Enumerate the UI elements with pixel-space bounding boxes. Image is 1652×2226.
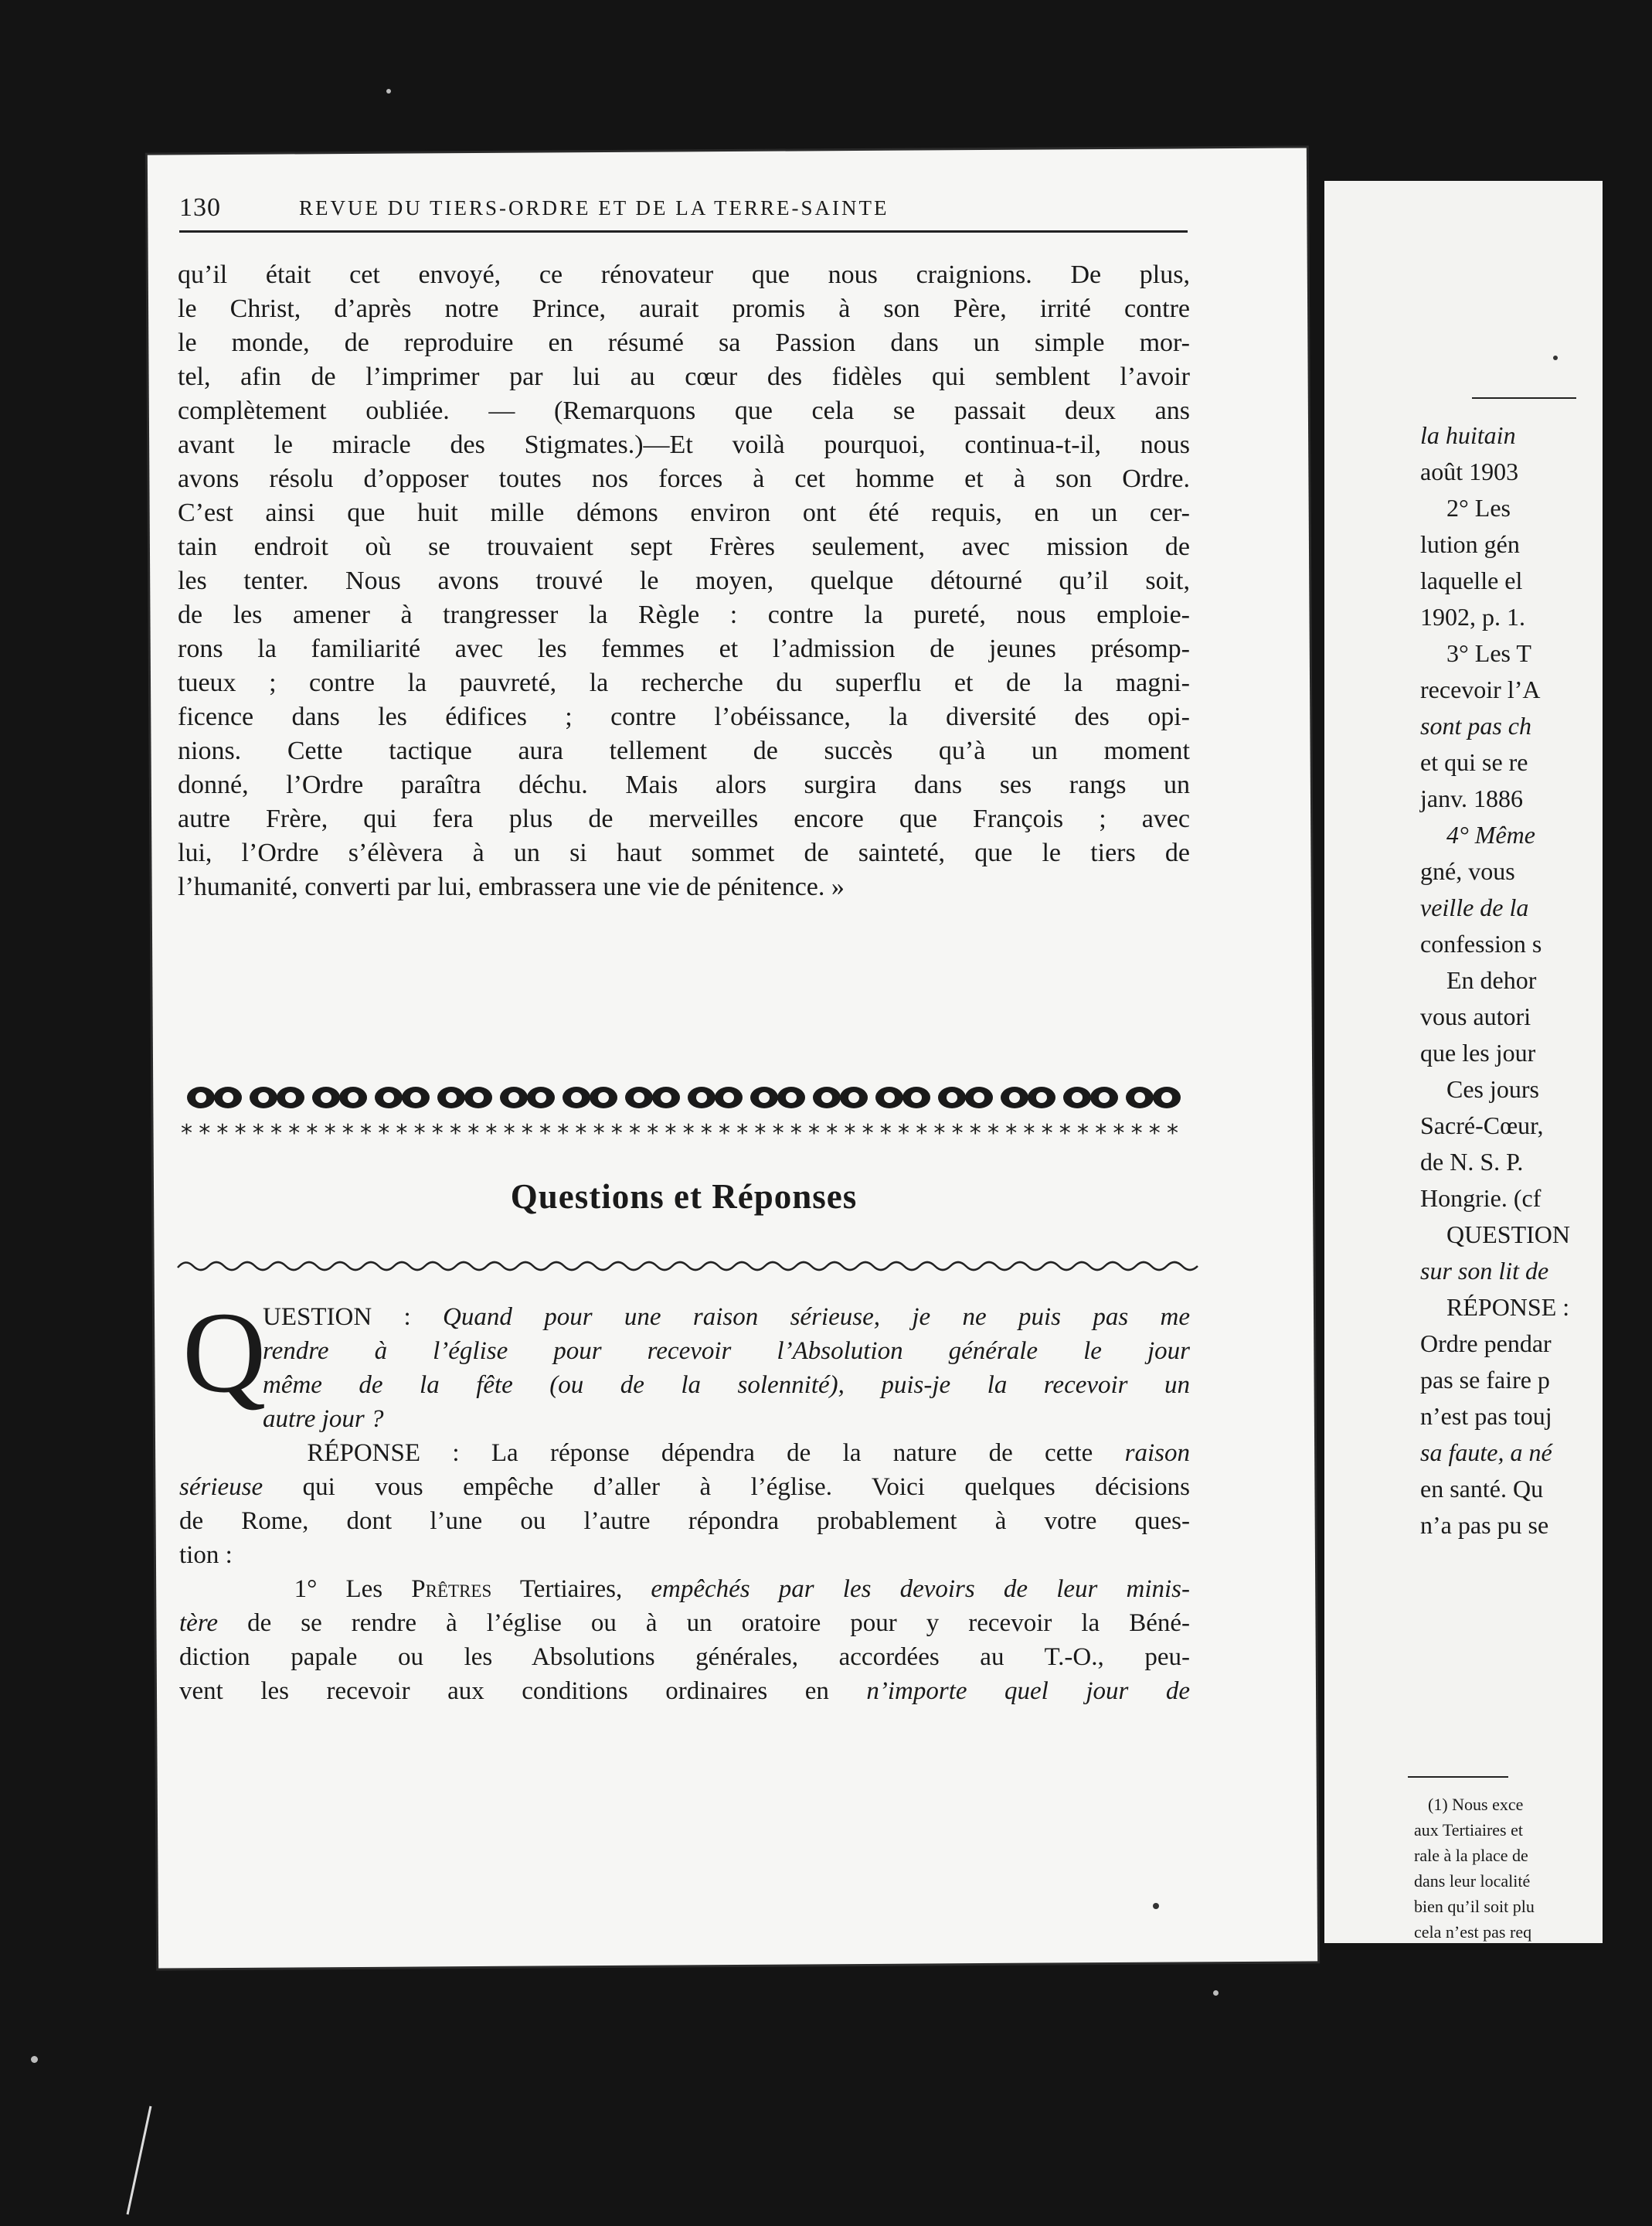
footnote-line: aux Tertiaires et <box>1414 1820 1523 1840</box>
ornament-motif <box>500 1087 555 1108</box>
right-page-line: et qui se re <box>1420 748 1528 776</box>
star-glyph: * <box>629 1120 641 1147</box>
answer-line: 1° Les Prêtres Tertiaires, empêchés par les devoirs de leur minis- <box>294 1575 1191 1603</box>
star-glyph: * <box>1059 1120 1071 1147</box>
right-page-line: 2° Les <box>1446 494 1511 522</box>
right-page-line: Sacré-Cœur, <box>1420 1111 1544 1139</box>
answer-line: vent les recevoir aux conditions ordinaires en n’importe quel jour de <box>179 1677 1190 1705</box>
ornament-motif <box>1126 1087 1181 1108</box>
running-title: REVUE DU TIERS-ORDRE ET DE LA TERRE-SAINTE <box>299 196 889 220</box>
paragraph-line: le Christ, d’après notre Prince, aurait promis à son Père, irrité contre <box>178 294 1190 323</box>
star-glyph: * <box>306 1120 318 1147</box>
star-glyph: * <box>216 1120 229 1147</box>
right-page-line: 4° Même <box>1446 821 1535 849</box>
star-glyph: * <box>700 1120 712 1147</box>
right-page-line: vous autori <box>1420 1002 1531 1030</box>
ornament-motif <box>1001 1087 1055 1108</box>
star-glyph: * <box>1148 1120 1161 1147</box>
star-glyph: * <box>826 1120 838 1147</box>
right-page-line: Ordre pendar <box>1420 1329 1552 1357</box>
paragraph-line: ficence dans les édifices ; contre l’obéissance, la diversité des opi- <box>178 703 1190 731</box>
star-glyph: * <box>754 1120 767 1147</box>
star-glyph: * <box>521 1120 533 1147</box>
star-glyph: * <box>898 1120 909 1147</box>
section-title: Questions et Réponses <box>510 1177 858 1216</box>
ornament-motif <box>250 1087 304 1108</box>
right-page-line: lution gén <box>1420 530 1520 558</box>
star-glyph: * <box>324 1120 336 1147</box>
star-glyph: * <box>539 1120 551 1147</box>
ornament-motif <box>312 1087 367 1108</box>
question-label: UESTION : <box>263 1303 411 1331</box>
ornament-motif <box>688 1087 743 1108</box>
right-page-line: n’a pas pu se <box>1420 1511 1549 1539</box>
star-glyph: * <box>396 1120 408 1147</box>
right-page-line: pas se faire p <box>1420 1366 1550 1394</box>
paragraph-line: avant le miracle des Stigmates.)—Et voilà pourquoi, continua-t-il, nous <box>178 431 1190 459</box>
star-glyph: * <box>844 1120 856 1147</box>
star-glyph: * <box>503 1120 515 1147</box>
star-glyph: * <box>557 1120 569 1147</box>
paragraph-line: tueux ; contre la pauvreté, la recherche du superflu et de la magni- <box>178 669 1190 697</box>
star-glyph: * <box>431 1120 444 1147</box>
page-number: 130 <box>179 193 221 222</box>
star-glyph: * <box>199 1120 211 1147</box>
body-paragraph <box>178 258 1190 904</box>
question-line: autre jour ? <box>263 1405 384 1433</box>
star-glyph: * <box>593 1120 605 1147</box>
star-glyph: * <box>1095 1120 1107 1147</box>
star-glyph: * <box>879 1120 892 1147</box>
star-glyph: * <box>1077 1120 1089 1147</box>
star-glyph: * <box>933 1120 946 1147</box>
star-glyph: * <box>647 1120 659 1147</box>
ornament-motif <box>375 1087 430 1108</box>
star-glyph: * <box>450 1120 461 1147</box>
star-glyph: * <box>234 1120 246 1147</box>
right-page-line: RÉPONSE : <box>1446 1293 1570 1321</box>
right-page-line: janv. 1886 <box>1420 785 1524 812</box>
right-page-line: En dehor <box>1446 966 1537 994</box>
svg-text:Q: Q <box>182 1288 267 1417</box>
ornament-motif <box>938 1087 993 1108</box>
star-glyph: * <box>360 1120 372 1147</box>
footnote-line: (1) Nous exce <box>1428 1795 1524 1814</box>
paragraph-line: lui, l’Ordre s’élèvera à un si haut sommet de sainteté, que le tiers de <box>178 839 1190 867</box>
right-page-line: Ces jours <box>1446 1075 1539 1103</box>
right-page-line: sont pas ch <box>1420 712 1531 740</box>
running-header <box>179 193 1188 247</box>
right-page-line: 3° Les T <box>1446 639 1531 667</box>
paragraph-line: autre Frère, qui fera plus de merveilles encore que François ; avec <box>178 805 1190 833</box>
star-glyph: * <box>252 1120 264 1147</box>
right-page-line: veille de la <box>1420 893 1529 921</box>
right-page-line: confession s <box>1420 930 1542 958</box>
star-glyph: * <box>1005 1120 1018 1147</box>
question-line: rendre à l’église pour recevoir l’Absolution générale le jour <box>263 1337 1190 1365</box>
star-glyph: * <box>1130 1120 1143 1147</box>
right-page-line: recevoir l’A <box>1420 676 1541 703</box>
ink-dot <box>1153 1903 1159 1909</box>
star-glyph: * <box>862 1120 874 1147</box>
header-rule <box>179 230 1188 233</box>
star-glyph: * <box>413 1120 426 1147</box>
answer-label: RÉPONSE : <box>307 1439 460 1467</box>
star-glyph: * <box>1041 1120 1053 1147</box>
right-page-line: sa faute, a né <box>1420 1438 1552 1466</box>
star-glyph: * <box>610 1120 623 1147</box>
star-glyph: * <box>790 1120 802 1147</box>
star-glyph: * <box>987 1120 999 1147</box>
right-page-line: 1902, p. 1. <box>1420 603 1525 631</box>
star-glyph: * <box>1023 1120 1035 1147</box>
star-glyph: * <box>969 1120 981 1147</box>
ornament-motif <box>875 1087 930 1108</box>
star-glyph: * <box>575 1120 587 1147</box>
star-glyph: * <box>951 1120 964 1147</box>
question-answer-block <box>179 1300 1190 1708</box>
star-glyph: * <box>288 1120 301 1147</box>
right-page-footnotes <box>1414 1792 1615 1945</box>
footnote-line: cela n’est pas req <box>1414 1922 1532 1942</box>
paragraph-line: rons la familiarité avec les femmes et l’admission de jeunes présomp- <box>178 635 1190 663</box>
right-header-rule <box>1472 397 1576 399</box>
answer-line: sérieuse qui vous empêche d’aller à l’église. Voici quelques décisions <box>179 1473 1190 1501</box>
answer-line: diction papale ou les Absolutions générales, accordées au T.-O., peu- <box>179 1643 1190 1671</box>
right-page-line: en santé. Qu <box>1420 1475 1544 1503</box>
right-page-text <box>1420 417 1652 1544</box>
paragraph-line: le monde, de reproduire en résumé sa Passion dans un simple mor- <box>178 328 1190 357</box>
wavy-rule <box>178 1254 1190 1277</box>
star-glyph: * <box>916 1120 928 1147</box>
dust-speck <box>1213 1990 1219 1996</box>
right-page-line: que les jour <box>1420 1039 1536 1067</box>
footnote-line: dans leur localité <box>1414 1871 1531 1891</box>
footnote-rule <box>1408 1776 1508 1778</box>
star-glyph: * <box>467 1120 480 1147</box>
paragraph-line: qu’il était cet envoyé, ce rénovateur que nous craignions. De plus, <box>178 260 1190 289</box>
ornament-motif <box>437 1087 492 1108</box>
footnote-line: rale à la place de <box>1414 1846 1528 1865</box>
answer-line: de Rome, dont l’une ou l’autre répondra probablement à votre ques- <box>179 1507 1190 1535</box>
dust-speck <box>386 89 391 94</box>
paragraph-line: complètement oubliée. — (Remarquons que cela se passait deux ans <box>178 397 1190 425</box>
star-glyph: * <box>485 1120 498 1147</box>
paragraph-line: avons résolu d’opposer toutes nos forces à cet homme et à son Ordre. <box>178 465 1190 493</box>
right-page-line: gné, vous <box>1420 857 1515 885</box>
scratch-mark <box>124 2102 155 2218</box>
right-page-line: la huitain <box>1420 421 1516 449</box>
right-page-line: Hongrie. (cf <box>1420 1184 1542 1212</box>
paragraph-line: les tenter. Nous avons trouvé le moyen, quelque détourné qu’il soit, <box>178 567 1190 595</box>
star-glyph: * <box>270 1120 282 1147</box>
ink-dot <box>1553 356 1558 360</box>
star-glyph: * <box>719 1120 730 1147</box>
star-glyph: * <box>665 1120 677 1147</box>
ornament-motif <box>187 1087 242 1108</box>
star-glyph: * <box>378 1120 390 1147</box>
ornamental-divider <box>178 1081 1190 1150</box>
paragraph-line: nions. Cette tactique aura tellement de succès qu’à un moment <box>178 737 1190 765</box>
ornament-motif <box>750 1087 805 1108</box>
footnote-line: bien qu’il soit plu <box>1414 1897 1535 1916</box>
paragraph-line: l’humanité, converti par lui, embrassera une vie de pénitence. » <box>178 873 845 901</box>
star-glyph: * <box>808 1120 820 1147</box>
paragraph-line: tain endroit où se trouvaient sept Frères seulement, avec mission de <box>178 533 1190 561</box>
paragraph-line: tel, afin de l’imprimer par lui au cœur des fidèles qui semblent l’avoir <box>178 362 1190 391</box>
star-glyph: * <box>1167 1120 1178 1147</box>
paragraph-line: donné, l’Ordre paraîtra déchu. Mais alors surgira dans ses rangs un <box>178 771 1190 799</box>
dust-speck <box>31 2056 38 2063</box>
paragraph-line: C’est ainsi que huit mille démons environ ont été requis, en un cer- <box>178 499 1190 527</box>
answer-line: RÉPONSE : La réponse dépendra de la nature de cette raison <box>307 1439 1191 1467</box>
star-glyph: * <box>342 1120 354 1147</box>
right-page-line: de N. S. P. <box>1420 1148 1524 1176</box>
ornament-motif <box>563 1087 617 1108</box>
star-glyph: * <box>1113 1120 1125 1147</box>
right-page-line: sur son lit de <box>1420 1257 1549 1285</box>
right-page-line: n’est pas touj <box>1420 1402 1552 1430</box>
right-page-line: août 1903 <box>1420 458 1519 485</box>
paragraph-line: de les amener à trangresser la Règle : contre la pureté, nous emploie- <box>178 601 1190 629</box>
star-glyph: * <box>682 1120 695 1147</box>
star-glyph: * <box>736 1120 749 1147</box>
right-page-line: laquelle el <box>1420 567 1523 594</box>
star-glyph: * <box>181 1120 192 1147</box>
question-line: UESTION : Quand pour une raison sérieuse, je ne puis pas me <box>263 1303 1191 1331</box>
answer-line: tion : <box>179 1541 233 1569</box>
right-page-line: QUESTION <box>1446 1220 1570 1248</box>
ornament-motif <box>625 1087 680 1108</box>
ornament-motif <box>1063 1087 1118 1108</box>
star-glyph: * <box>772 1120 784 1147</box>
answer-line: tère de se rendre à l’église ou à un oratoire pour y recevoir la Béné- <box>179 1609 1191 1637</box>
question-line: même de la fête (ou de la solennité), puis-je la recevoir un <box>263 1371 1190 1399</box>
ornament-motif <box>813 1087 868 1108</box>
